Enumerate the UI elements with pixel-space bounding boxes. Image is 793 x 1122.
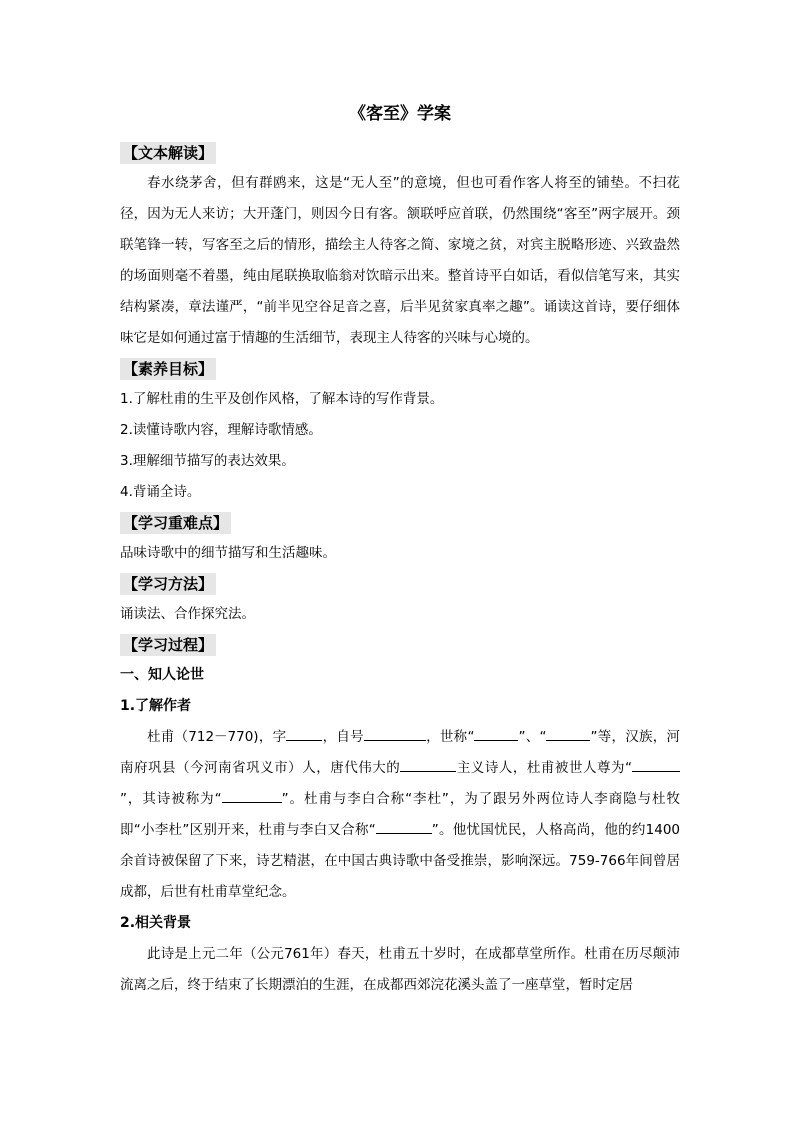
author-text: ，自号: [322, 729, 364, 745]
author-text: ”，其诗被称为“: [120, 791, 222, 807]
background-paragraph: 此诗是上元二年（公元761年）春天，杜甫五十岁时，在成都草堂所作。杜甫在历尽颠沛流离之后，终于结束了长期漂泊的生涯，在成都西郊浣花溪头盖了一座草堂，暂时定居: [120, 946, 680, 993]
document-page: [120, 100, 680, 1001]
fill-blank[interactable]: [222, 788, 282, 803]
author-text: ”等，汉族，河南府巩县（今河南省巩义市）人，唐代伟大的: [120, 729, 680, 776]
page-title: 《客至》学案: [349, 104, 451, 124]
methods-text: 诵读法、合作探究法。: [120, 606, 255, 622]
fill-blank[interactable]: [474, 726, 518, 741]
section-process: 【学习过程】: [120, 634, 216, 656]
fill-blank[interactable]: [376, 819, 432, 834]
author-text: ，世称“: [425, 729, 475, 745]
author-text: ”。他忧国忧民，人格高尚，他的约1400余首诗被保留了下来，诗艺精湛，在中国古典诗歌中备受推崇，影响深远。759-766年间曾居成都，后世有杜甫草堂纪念。: [120, 822, 680, 900]
goal-item: 3.理解细节描写的表达效果。: [120, 453, 295, 469]
goal-item: 4.背诵全诗。: [120, 484, 201, 500]
goal-item: 1.了解杜甫的生平及创作风格，了解本诗的写作背景。: [120, 391, 444, 407]
section-key-points: 【学习重难点】: [120, 512, 231, 534]
author-text: ”、“: [518, 729, 547, 745]
author-paragraph: [120, 722, 680, 908]
key-points-text: 品味诗歌中的细节描写和生活趣味。: [120, 545, 336, 561]
text-interpretation-paragraph: 春水绕茅舍，但有群鸥来，这是“无人至”的意境，但也可看作客人将至的铺垫。不扫花径，因为无人来访；大开蓬门，则因今日有客。颔联呼应首联，仍然围绕“客至”两字展开。颈联笔锋一转，写客至之后的情形，描绘主人待客之简、家境之贫，对宾主脱略形迹、兴致盎然的场面则毫不着墨，纯由尾联换取临翁对饮暗示出来。整首诗平白如话，看似信笔写来，其实结构紧凑，章法谨严，“前半见空谷足音之喜，后半见贫家真率之趣”。诵读这首诗，要仔细体味它是如何通过富于情趣的生活细节，表现主人待客的兴味与心境的。: [120, 175, 680, 346]
section-text-interpretation: 【文本解读】: [120, 142, 216, 164]
fill-blank[interactable]: [400, 757, 456, 772]
fill-blank[interactable]: [632, 757, 680, 772]
fill-blank[interactable]: [546, 726, 590, 741]
fill-blank[interactable]: [286, 726, 322, 741]
fill-blank[interactable]: [364, 726, 426, 741]
author-text: 杜甫（712－770)，字: [147, 729, 287, 745]
subheading-background: 2.相关背景: [120, 915, 192, 931]
author-text: ”。杜甫与李白合称“李杜”，为了跟另外两位诗人李商隐与杜牧即“小李杜”区别开来，杜甫与李白又合称“: [120, 791, 680, 838]
subheading-author: 1.了解作者: [120, 698, 192, 714]
author-text: 主义诗人，杜甫被世人尊为“: [456, 760, 633, 776]
section-goals: 【素养目标】: [120, 358, 216, 380]
goal-item: 2.读懂诗歌内容，理解诗歌情感。: [120, 422, 322, 438]
part-heading: 一、知人论世: [120, 667, 204, 683]
section-methods: 【学习方法】: [120, 573, 216, 595]
